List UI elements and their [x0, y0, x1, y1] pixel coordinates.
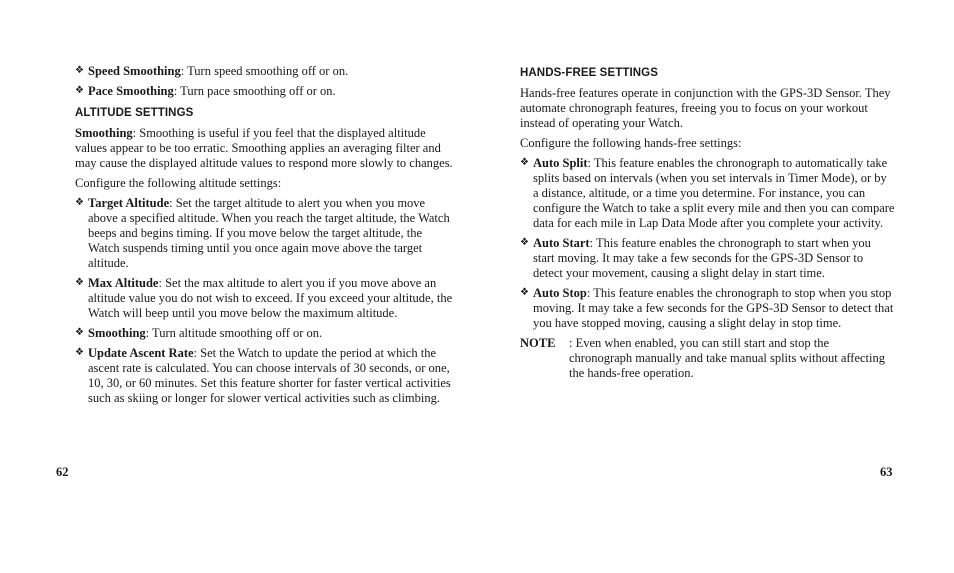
diamond-bullet-icon: ❖	[520, 157, 529, 168]
diamond-bullet-icon: ❖	[75, 277, 84, 288]
list-item	[75, 276, 455, 321]
item-text: : This feature enables the chronograph to stop when you stop moving. It may take a few seconds for the GPS-3D Sensor to detect that you have stopped moving, causing a slight delay in stop time.	[533, 286, 894, 330]
list-item	[75, 196, 455, 271]
list-item	[520, 236, 895, 281]
section-heading-hands-free: HANDS-FREE SETTINGS	[520, 67, 658, 79]
left-page	[75, 64, 455, 411]
item-term: Auto Stop	[533, 286, 587, 300]
diamond-bullet-icon: ❖	[75, 327, 84, 338]
intro-text: Hands-free features operate in conjunction with the GPS-3D Sensor. They automate chronograph features, freeing you to focus on your workout instead of operating your Watch.	[520, 86, 891, 130]
note-label: NOTE	[520, 336, 556, 350]
diamond-bullet-icon: ❖	[75, 85, 84, 96]
section-heading-altitude: ALTITUDE SETTINGS	[75, 107, 194, 119]
page-number-left: 62	[56, 465, 69, 479]
item-text: : This feature enables the chronograph to automatically take splits based on intervals (when you set intervals in Timer Mode), or by a distance, altitude, or a time you determine. For instance, you can configure the Watch to take a split every mile and then you can compare data for each mile in Lap Data Mode after you complete your activity.	[533, 156, 895, 230]
item-term: Auto Start	[533, 236, 590, 250]
item-text: : Turn pace smoothing off or on.	[173, 84, 336, 98]
item-term: Auto Split	[533, 156, 588, 170]
note	[520, 336, 895, 381]
item-text: : Turn altitude smoothing off or on.	[145, 326, 323, 340]
list-item	[75, 346, 455, 406]
list-item	[75, 64, 455, 79]
smoothing-paragraph	[75, 126, 455, 171]
list-item	[520, 286, 895, 331]
configure-text: Configure the following altitude settings:	[75, 176, 282, 190]
diamond-bullet-icon: ❖	[520, 237, 529, 248]
paragraph-text: : Smoothing is useful if you feel that the displayed altitude values appear to be too erratic. Smoothing applies an averaging filter and may cause the displayed altitude values to respond more slowly to changes.	[75, 126, 453, 170]
item-term: Target Altitude	[88, 196, 170, 210]
list-item	[75, 326, 455, 341]
item-term: Smoothing	[88, 326, 146, 340]
diamond-bullet-icon: ❖	[75, 65, 84, 76]
item-text: : Turn speed smoothing off or on.	[180, 64, 349, 78]
page-number-right: 63	[880, 465, 893, 479]
note-text: : Even when enabled, you can still start and stop the chronograph manually and take manual splits without affecting the hands-free operation.	[569, 336, 886, 380]
item-text: : Set the Watch to update the period at which the ascent rate is calculated. You can choose intervals of 30 seconds, or one, 10, 30, or 60 minutes. Set this feature shorter for faster vertical activities such as skiing or longer for slower vertical activities such as climbing.	[88, 346, 451, 405]
diamond-bullet-icon: ❖	[75, 197, 84, 208]
item-term: Pace Smoothing	[88, 84, 174, 98]
item-term: Update Ascent Rate	[88, 346, 194, 360]
diamond-bullet-icon: ❖	[75, 347, 84, 358]
list-item	[75, 84, 455, 99]
configure-text: Configure the following hands-free settings:	[520, 136, 742, 150]
paragraph-term: Smoothing	[75, 126, 133, 140]
item-term: Max Altitude	[88, 276, 159, 290]
right-page	[520, 64, 895, 381]
item-text: : This feature enables the chronograph to start when you start moving. It may take a few seconds for the GPS-3D Sensor to detect your movement, causing a slight delay in start time.	[533, 236, 871, 280]
list-item	[520, 156, 895, 231]
item-text: : Set the max altitude to alert you if you move above an altitude value you do not wish to exceed. If you exceed your altitude, the Watch will beep until you move below the maximum altitude.	[88, 276, 453, 320]
item-term: Speed Smoothing	[88, 64, 181, 78]
diamond-bullet-icon: ❖	[520, 287, 529, 298]
item-text: : Set the target altitude to alert you when you move above a specified altitude. When you reach the target altitude, the Watch beeps and begins timing. If you move below the target altitude, the Watch suspends timing until you once again move above the target altitude.	[88, 196, 450, 270]
